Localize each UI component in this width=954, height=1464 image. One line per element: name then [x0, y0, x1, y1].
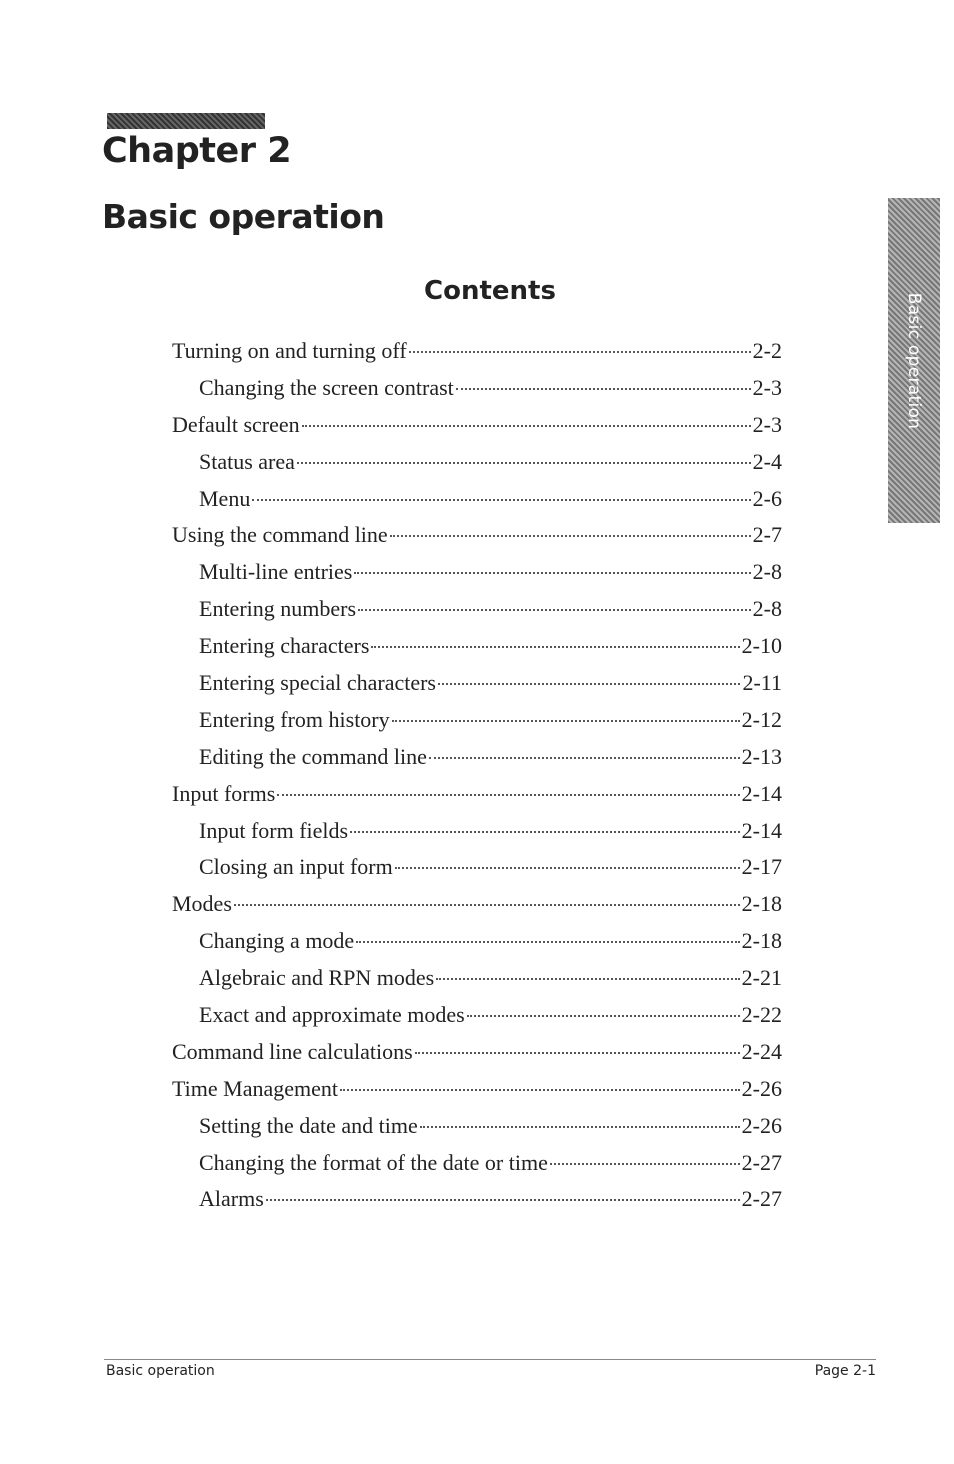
toc-dot-leader	[356, 941, 739, 943]
toc-entry[interactable]	[172, 596, 782, 633]
toc-dot-leader	[302, 425, 751, 427]
toc-dot-leader	[420, 1126, 740, 1128]
footer-rule	[104, 1359, 876, 1360]
toc-entry-page: 2-26	[741, 1075, 782, 1101]
toc-entry-label: Modes	[172, 891, 232, 917]
toc-entry-page: 2-14	[741, 780, 782, 806]
toc-dot-leader	[340, 1089, 740, 1091]
toc-entry[interactable]	[172, 854, 782, 891]
toc-entry-label: Command line calculations	[172, 1038, 413, 1064]
toc-dot-leader	[297, 462, 751, 464]
toc-dot-leader	[277, 794, 739, 796]
toc-entry-label: Entering from history	[199, 706, 390, 732]
toc-entry-label: Entering characters	[199, 633, 370, 659]
toc-entry-page: 2-21	[741, 965, 782, 991]
toc-entry-page: 2-11	[742, 670, 782, 696]
toc-entry-label: Changing the screen contrast	[199, 374, 454, 400]
toc-entry-page: 2-24	[741, 1038, 782, 1064]
toc-entry-label: Alarms	[199, 1186, 264, 1212]
chapter-title: Basic operation	[102, 197, 385, 236]
side-thumb-tab	[888, 198, 940, 523]
toc-entry[interactable]	[172, 559, 782, 596]
toc-entry-label: Changing the format of the date or time	[199, 1149, 548, 1175]
toc-dot-leader	[456, 388, 751, 390]
toc-entry-label: Default screen	[172, 411, 300, 437]
toc-entry[interactable]	[172, 1002, 782, 1039]
toc-entry-page: 2-6	[752, 485, 782, 511]
toc-entry-page: 2-14	[741, 817, 782, 843]
toc-entry-label: Multi-line entries	[199, 559, 353, 585]
toc-entry-label: Changing a mode	[199, 928, 355, 954]
toc-entry[interactable]	[172, 818, 782, 855]
toc-entry-page: 2-3	[752, 411, 782, 437]
toc-dot-leader	[415, 1052, 740, 1054]
toc-dot-leader	[550, 1163, 740, 1165]
toc-entry-page: 2-8	[752, 596, 782, 622]
toc-entry-page: 2-12	[741, 706, 782, 732]
toc-entry[interactable]	[172, 744, 782, 781]
toc-entry[interactable]	[172, 1186, 782, 1223]
toc-entry[interactable]	[172, 1039, 782, 1076]
toc-entry-page: 2-8	[752, 559, 782, 585]
toc-entry[interactable]	[172, 1150, 782, 1187]
toc-dot-leader	[438, 683, 741, 685]
toc-dot-leader	[467, 1015, 740, 1017]
toc-entry-label: Editing the command line	[199, 743, 427, 769]
footer-section-name: Basic operation	[106, 1363, 215, 1379]
toc-dot-leader	[429, 757, 740, 759]
toc-entry[interactable]	[172, 781, 782, 818]
toc-entry-page: 2-17	[741, 854, 782, 880]
toc-dot-leader	[266, 1199, 740, 1201]
toc-entry-label: Closing an input form	[199, 854, 393, 880]
toc-entry-page: 2-18	[741, 928, 782, 954]
toc-dot-leader	[395, 867, 740, 869]
toc-entry[interactable]	[172, 522, 782, 559]
toc-dot-leader	[371, 646, 739, 648]
toc-entry-page: 2-2	[752, 338, 782, 363]
toc-dot-leader	[392, 720, 740, 722]
toc-dot-leader	[390, 535, 751, 537]
toc-entry[interactable]	[172, 891, 782, 928]
toc-entry[interactable]	[172, 486, 782, 523]
toc-entry-label: Entering special characters	[199, 670, 436, 696]
toc-entry-page: 2-27	[741, 1186, 782, 1212]
toc-entry[interactable]	[172, 1113, 782, 1150]
toc-entry-page: 2-10	[741, 633, 782, 659]
toc-entry[interactable]	[172, 928, 782, 965]
toc-entry-page: 2-18	[741, 891, 782, 917]
toc-entry-page: 2-3	[752, 374, 782, 400]
chapter-number: Chapter 2	[102, 131, 292, 171]
toc-entry-page: 2-27	[741, 1149, 782, 1175]
toc-entry-label: Input forms	[172, 780, 276, 806]
toc-entry-label: Algebraic and RPN modes	[199, 965, 435, 991]
contents-heading: Contents	[424, 276, 556, 306]
toc-entry-label: Turning on and turning off	[172, 338, 407, 363]
toc-dot-leader	[409, 351, 751, 353]
toc-entry[interactable]	[172, 707, 782, 744]
toc-entry-page: 2-7	[752, 522, 782, 548]
chapter-marker-bar	[107, 113, 265, 129]
toc-dot-leader	[358, 609, 751, 611]
toc-dot-leader	[252, 499, 750, 501]
toc-entry[interactable]	[172, 965, 782, 1002]
toc-entry-label: Using the command line	[172, 522, 388, 548]
toc-entry-label: Status area	[199, 448, 295, 474]
toc-entry-label: Exact and approximate modes	[199, 1002, 465, 1028]
toc-entry-label: Input form fields	[199, 817, 349, 843]
toc-entry[interactable]	[172, 633, 782, 670]
toc-dot-leader	[436, 978, 739, 980]
toc-dot-leader	[234, 904, 740, 906]
side-tab-label: Basic operation	[904, 292, 924, 429]
table-of-contents	[172, 338, 782, 1223]
toc-entry-page: 2-22	[741, 1002, 782, 1028]
toc-entry[interactable]	[172, 412, 782, 449]
toc-entry[interactable]	[172, 338, 782, 375]
toc-entry[interactable]	[172, 375, 782, 412]
toc-dot-leader	[350, 831, 740, 833]
toc-entry-label: Setting the date and time	[199, 1112, 418, 1138]
toc-entry-page: 2-26	[741, 1112, 782, 1138]
toc-entry-page: 2-4	[752, 448, 782, 474]
toc-entry[interactable]	[172, 670, 782, 707]
toc-dot-leader	[354, 572, 750, 574]
toc-entry-page: 2-13	[741, 743, 782, 769]
toc-entry[interactable]	[172, 449, 782, 486]
toc-entry-label: Menu	[199, 485, 251, 511]
toc-entry[interactable]	[172, 1076, 782, 1113]
footer-page-number: Page 2-1	[814, 1363, 876, 1379]
toc-entry-label: Time Management	[172, 1075, 338, 1101]
toc-entry-label: Entering numbers	[199, 596, 357, 622]
